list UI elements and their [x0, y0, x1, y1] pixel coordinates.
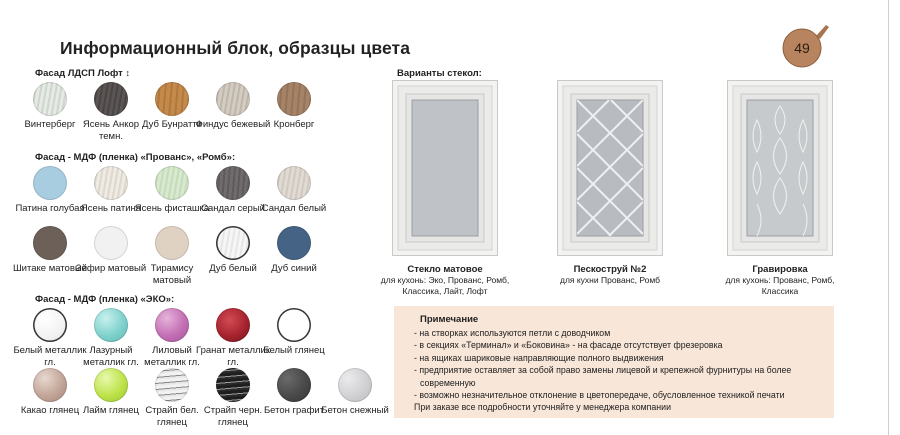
color-sample	[33, 368, 67, 402]
glass-door-engraving	[727, 80, 833, 256]
color-sample	[33, 308, 67, 342]
page-edge-rule	[888, 0, 889, 435]
swatch-eko-11: Бетон снежный	[317, 368, 393, 417]
color-sample	[277, 308, 311, 342]
color-sample	[33, 226, 67, 260]
swatch-eko-9: Страйп черн. глянец	[195, 368, 271, 428]
glass-caption-matte: Стекло матовое для кухонь: Эко, Прованс, Ромб, Классика, Лайт, Лофт	[380, 264, 510, 296]
swatch-ldsp-1: Винтерберг	[12, 82, 88, 131]
swatch-eko-4: Гранат металлик гл.	[195, 308, 271, 368]
color-sample	[155, 368, 189, 402]
note-line: - на створках используются петли с доводчиком	[414, 328, 611, 338]
color-sample	[155, 82, 189, 116]
color-sample	[277, 166, 311, 200]
section-heading-ldsp: Фасад ЛДСП Лофт ↕	[35, 68, 130, 79]
swatch-ldsp-4: Финдус бежевый	[195, 82, 271, 131]
color-sample	[94, 82, 128, 116]
color-sample	[216, 308, 250, 342]
swatch-eko-3: Лиловый металлик гл.	[134, 308, 210, 368]
note-line: - предприятие оставляет за собой право замены лицевой и крепежной фурнитуры на более	[414, 365, 792, 376]
swatch-provans-2: Ясень патина	[73, 166, 149, 215]
color-sample	[277, 82, 311, 116]
color-sample	[94, 226, 128, 260]
swatch-ldsp-2: Ясень Анкор темн.	[73, 82, 149, 142]
swatch-ldsp-3: Дуб Бунратти	[134, 82, 210, 131]
note-line: - в секциях «Терминал» и «Боковина» - на фасаде отсутствует фрезеровка	[414, 340, 723, 351]
color-sample	[277, 368, 311, 402]
color-sample	[33, 166, 67, 200]
page-number-text: 49	[794, 40, 810, 56]
swatch-eko-10: Бетон графит	[256, 368, 332, 417]
section-heading-mdf-provans: Фасад - МДФ (пленка) «Прованс», «Ромб»:	[35, 152, 236, 163]
page-number-badge	[776, 22, 832, 70]
color-sample	[155, 166, 189, 200]
color-sample	[338, 368, 372, 402]
page-title: Информационный блок, образцы цвета	[60, 38, 411, 58]
swatch-provans-1: Патина голубая	[12, 166, 88, 215]
note-line: - на ящиках шариковые направляющие полного выдвижения	[414, 352, 664, 363]
swatch-provans-3: Ясень фисташка	[134, 166, 210, 215]
color-sample	[216, 226, 250, 260]
color-sample	[155, 308, 189, 342]
note-list	[414, 327, 834, 414]
sort-arrows-icon: ↕	[125, 68, 130, 78]
swatch-provans-5: Сандал белый	[256, 166, 332, 215]
swatch-provans-9: Дуб белый	[195, 226, 271, 275]
swatch-ldsp-5: Кронберг	[256, 82, 332, 131]
glass-door-sandblast	[557, 80, 663, 256]
swatch-eko-7: Лайм глянец	[73, 368, 149, 417]
swatch-eko-2: Лазурный металлик гл.	[73, 308, 149, 368]
note-line: При заказе все подробности уточняйте у менеджера компании	[414, 402, 671, 413]
glass-heading: Варианты стекол:	[397, 68, 482, 79]
color-sample	[216, 166, 250, 200]
note-line: современную	[420, 377, 476, 388]
color-sample	[216, 82, 250, 116]
swatch-provans-10: Дуб синий	[256, 226, 332, 275]
color-sample	[94, 308, 128, 342]
color-sample	[155, 226, 189, 260]
swatch-provans-8: Тирамису матовый	[134, 226, 210, 286]
swatch-eko-5: Белый глянец	[256, 308, 332, 357]
note-line: - возможно незначительное отклонение в цветопередаче, обусловленное техникой печати	[414, 390, 785, 401]
color-sample	[94, 368, 128, 402]
swatch-provans-6: Шитаке матовый	[12, 226, 88, 275]
color-sample	[216, 368, 250, 402]
swatch-provans-7: Зефир матовый	[73, 226, 149, 275]
note-title: Примечание	[420, 314, 479, 325]
color-sample	[94, 166, 128, 200]
glass-caption-sandblast: Пескоструй №2 для кухни Прованс, Ромб	[559, 264, 661, 285]
swatch-eko-6: Какао глянец	[12, 368, 88, 417]
glass-door-matte	[392, 80, 498, 256]
glass-caption-engraving: Гравировка для кухонь: Прованс, Ромб, Классика	[725, 264, 835, 296]
swatch-eko-1: Белый металлик гл.	[12, 308, 88, 368]
swatch-eko-8: Страйп бел. глянец	[134, 368, 210, 428]
color-sample	[33, 82, 67, 116]
section-heading-mdf-eko: Фасад - МДФ (пленка) «ЭКО»:	[35, 294, 175, 305]
swatch-provans-4: Сандал серый	[195, 166, 271, 215]
color-sample	[277, 226, 311, 260]
